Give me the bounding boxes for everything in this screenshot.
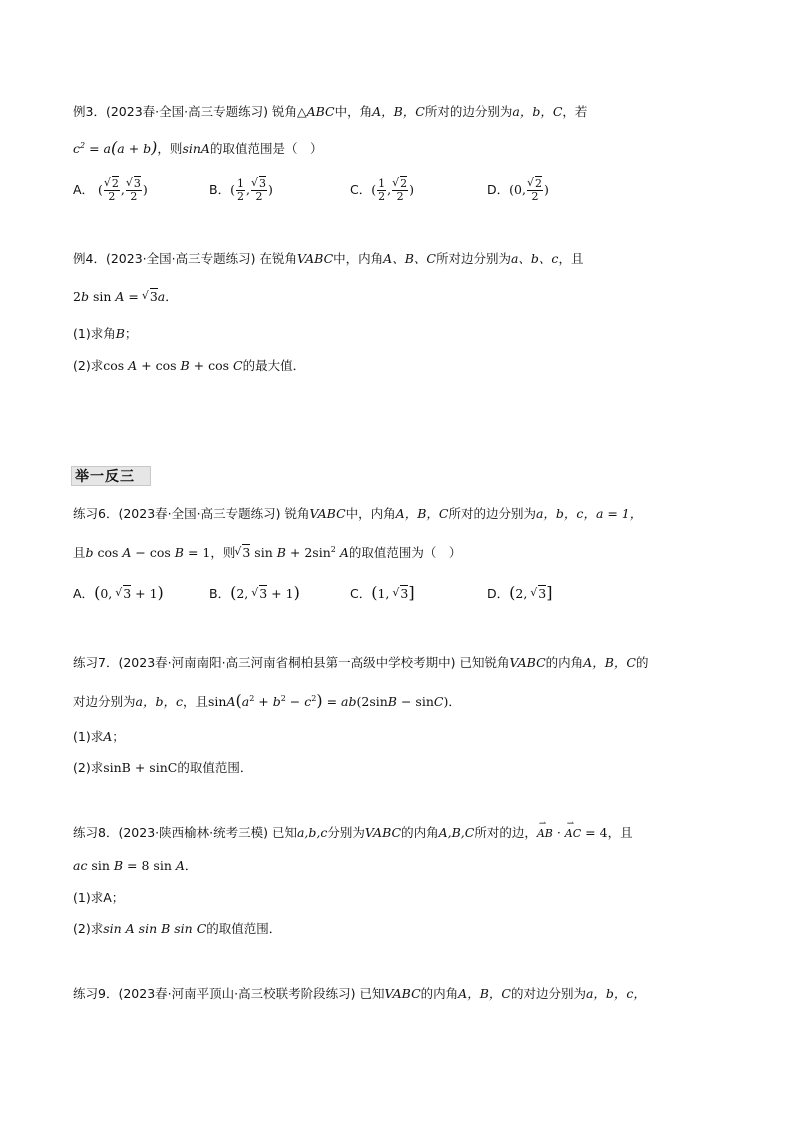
ex3-option-d[interactable] bbox=[487, 178, 549, 203]
pr6-option-c-math: (1, √ 3] bbox=[371, 586, 414, 601]
pr8-dot-val: = 4 bbox=[585, 825, 608, 840]
ex3-mid: 中，角 bbox=[334, 104, 373, 119]
pr8-vec-ac: ⇀ AC bbox=[565, 825, 581, 843]
pr6-cond2: b cos A − cos B = 1 bbox=[85, 545, 211, 561]
pr6-tri: VABC bbox=[309, 506, 346, 521]
ex4-q1-var: B bbox=[115, 326, 125, 341]
pr7-q1-end: ； bbox=[112, 729, 125, 744]
pr7-condition: $\sin A(a^2 + b^2 - c^2) = ab(2\sin B - \sin C)$ bbox=[208, 691, 449, 711]
pr6-line2 bbox=[73, 541, 461, 562]
pr8-q1 bbox=[73, 889, 124, 907]
pr6-option-b-math: (2, √ 3 + 1) bbox=[230, 586, 300, 601]
pr9-mid: 的内角 bbox=[420, 986, 459, 1001]
ex4-mid: 中，内角 bbox=[333, 251, 384, 266]
pr7-sides: a，b，c bbox=[135, 694, 183, 710]
pr9-line1 bbox=[73, 985, 646, 1003]
ex3-option-d-math: (0, √ $\frac{2}{2}$ ) bbox=[509, 182, 549, 197]
pr6-line2-mid: ，则 bbox=[210, 545, 236, 561]
pr7-line1 bbox=[73, 654, 648, 672]
ex3-cond-tail: ，则 bbox=[157, 141, 183, 157]
pr6-option-d-label: D． bbox=[487, 586, 510, 601]
pr7-line2: 对边分别为a，b，c，且$\sin A(a^2 + b^2 - c^2) = ab(2\sin B - \sin C)$． bbox=[73, 691, 461, 711]
ex3-option-b-math: ( $\frac{1}{2}$ , √ $\frac{3}{2}$ ) bbox=[230, 182, 273, 197]
pr8-q2-expr: sin A sin B sin C bbox=[103, 921, 207, 936]
ex4-q2-text: (2)求 bbox=[73, 358, 104, 373]
pr6-sides: a，b，c bbox=[535, 506, 584, 521]
pr8-line1 bbox=[73, 824, 633, 843]
ex3-sides: a，b，C bbox=[512, 104, 563, 119]
pr6-cond1: ，a = 1， bbox=[583, 506, 643, 521]
pr8-head: 练习8．(2023·陕西榆林·统考三模) 已知 bbox=[73, 825, 297, 840]
pr8-condition: ac sin B = 8 sin A． bbox=[73, 858, 198, 873]
ex3-condition: $c^2 = a(a + b)$ bbox=[73, 138, 158, 158]
pr7-q2-text: (2)求 bbox=[73, 760, 104, 775]
pr9-sides: a，b，c， bbox=[585, 986, 646, 1001]
ex4-q2-expr: cos A + cos B + cos C bbox=[103, 358, 243, 373]
pr6-line2-head: 且 bbox=[73, 545, 86, 561]
ex4-angles: A、B、C bbox=[383, 251, 436, 266]
pr9-mid2: 的对边分别为 bbox=[510, 986, 586, 1001]
pr6-option-b[interactable] bbox=[209, 583, 300, 604]
ex4-q2-tail: 的最大值． bbox=[242, 358, 306, 373]
section-tag: 举一反三 bbox=[71, 466, 151, 486]
ex4-q1-end: ； bbox=[124, 326, 138, 341]
pr8-q2 bbox=[73, 920, 281, 938]
ex3-option-b[interactable] bbox=[209, 178, 273, 203]
pr8-q2-tail: 的取值范围． bbox=[206, 921, 282, 936]
pr7-q2 bbox=[73, 759, 252, 777]
ex3-line1 bbox=[73, 103, 587, 121]
ex3-mid2: 所对的边分别为 bbox=[424, 104, 513, 119]
pr7-tail: 的内角 bbox=[545, 655, 584, 670]
ex3-option-c-math: ( $\frac{1}{2}$ , √ $\frac{2}{2}$ ) bbox=[371, 182, 414, 197]
ex3-line2 bbox=[73, 137, 322, 158]
pr6-option-c[interactable] bbox=[350, 583, 415, 604]
ex3-ask-fn: sinA bbox=[182, 141, 210, 157]
pr6-option-a-math: (0, √ 3 + 1) bbox=[94, 586, 164, 601]
pr9-head: 练习9．(2023春·河南平顶山·高三校联考阶段练习) 已知 bbox=[73, 986, 385, 1001]
ex3-ask-tail: 的取值范围是（ ） bbox=[209, 141, 323, 157]
ex4-tri: VABC bbox=[296, 251, 334, 266]
pr8-tri: VABC bbox=[364, 825, 402, 840]
pr6-line2-tail: 的取值范围为（ ） bbox=[348, 545, 462, 561]
ex4-q1 bbox=[73, 325, 137, 343]
pr8-tail: ，且 bbox=[607, 825, 633, 840]
ex4-line1 bbox=[73, 250, 583, 268]
pr9-angles: A，B，C bbox=[458, 986, 511, 1001]
ex3-angles: A，B，C bbox=[372, 104, 425, 119]
pr8-mid: 分别为 bbox=[327, 825, 365, 840]
pr7-q2-expr: sinB + sinC bbox=[103, 760, 178, 775]
ex3-option-c-label: C． bbox=[350, 182, 372, 197]
ex3-option-a-math: ( √ $\frac{2}{2}$ , √ $\frac{3}{2}$ ) bbox=[94, 182, 148, 197]
pr6-option-c-label: C． bbox=[350, 586, 372, 601]
pr6-option-a[interactable] bbox=[73, 583, 164, 604]
pr7-q2-tail: 的取值范围． bbox=[177, 760, 253, 775]
pr8-mid2: 的内角 bbox=[401, 825, 439, 840]
pr7-tri: VABC bbox=[509, 655, 546, 670]
pr7-head: 练习7．(2023春·河南南阳·高三河南省桐柏县第一高级中学校考期中) 已知锐角 bbox=[73, 655, 510, 670]
pr9-tri: VABC bbox=[384, 986, 421, 1001]
ex4-mid2: 所对边分别为 bbox=[435, 251, 511, 266]
ex3-head: 例3．(2023春·全国·高三专题练习) 锐角△ bbox=[73, 104, 307, 119]
ex3-option-c[interactable] bbox=[350, 178, 414, 203]
pr7-line2-tail: ，且 bbox=[182, 694, 208, 710]
pr8-vec-ab: ⇀ AB bbox=[537, 825, 553, 843]
ex3-option-d-label: D． bbox=[487, 182, 510, 197]
ex4-tail: ，且 bbox=[558, 251, 584, 266]
ex3-option-a[interactable] bbox=[73, 178, 148, 203]
ex4-condition: 2b sin A = √ 3a． bbox=[73, 288, 178, 306]
pr8-dot: · bbox=[552, 825, 565, 840]
ex4-sides: a、b、c bbox=[510, 251, 559, 266]
pr8-vars: a,b,c bbox=[296, 825, 328, 840]
ex3-option-b-label: B． bbox=[209, 182, 231, 197]
pr6-mid: 中，内角 bbox=[345, 506, 396, 521]
pr8-mid3: 所对的边， bbox=[474, 825, 537, 840]
pr6-expr: √ 3 $\sin B + 2\sin^2$ A bbox=[235, 545, 349, 560]
ex3-option-a-label: A． bbox=[73, 182, 95, 197]
ex4-q1-text: (1)求角 bbox=[73, 326, 116, 341]
pr6-option-b-label: B． bbox=[209, 586, 231, 601]
pr6-option-d-math: (2, √ 3] bbox=[509, 586, 552, 601]
pr8-q2-text: (2)求 bbox=[73, 921, 104, 936]
ex4-q2 bbox=[73, 357, 305, 375]
pr6-line1 bbox=[73, 505, 642, 523]
pr6-angles: A，B，C bbox=[395, 506, 449, 521]
pr6-mid2: 所对的边分别为 bbox=[448, 506, 536, 521]
pr8-q1-text: (1)求A； bbox=[73, 890, 125, 905]
pr6-head: 练习6．(2023春·全国·高三专题练习) 锐角 bbox=[73, 506, 310, 521]
pr7-q1 bbox=[73, 728, 125, 746]
pr7-tail2: 的 bbox=[635, 655, 649, 670]
pr7-line2-text: 对边分别为 bbox=[73, 694, 136, 710]
pr7-q1-var: A bbox=[103, 729, 113, 744]
pr8-angles: A,B,C bbox=[438, 825, 475, 840]
pr6-option-d[interactable] bbox=[487, 583, 553, 604]
ex3-tail: ，若 bbox=[562, 104, 588, 119]
pr7-q1-text: (1)求 bbox=[73, 729, 104, 744]
ex4-head: 例4．(2023·全国·高三专题练习) 在锐角 bbox=[73, 251, 297, 266]
ex3-tri: ABC bbox=[306, 104, 335, 119]
pr7-angles: A，B，C bbox=[583, 655, 636, 670]
pr6-option-a-label: A． bbox=[73, 586, 95, 601]
